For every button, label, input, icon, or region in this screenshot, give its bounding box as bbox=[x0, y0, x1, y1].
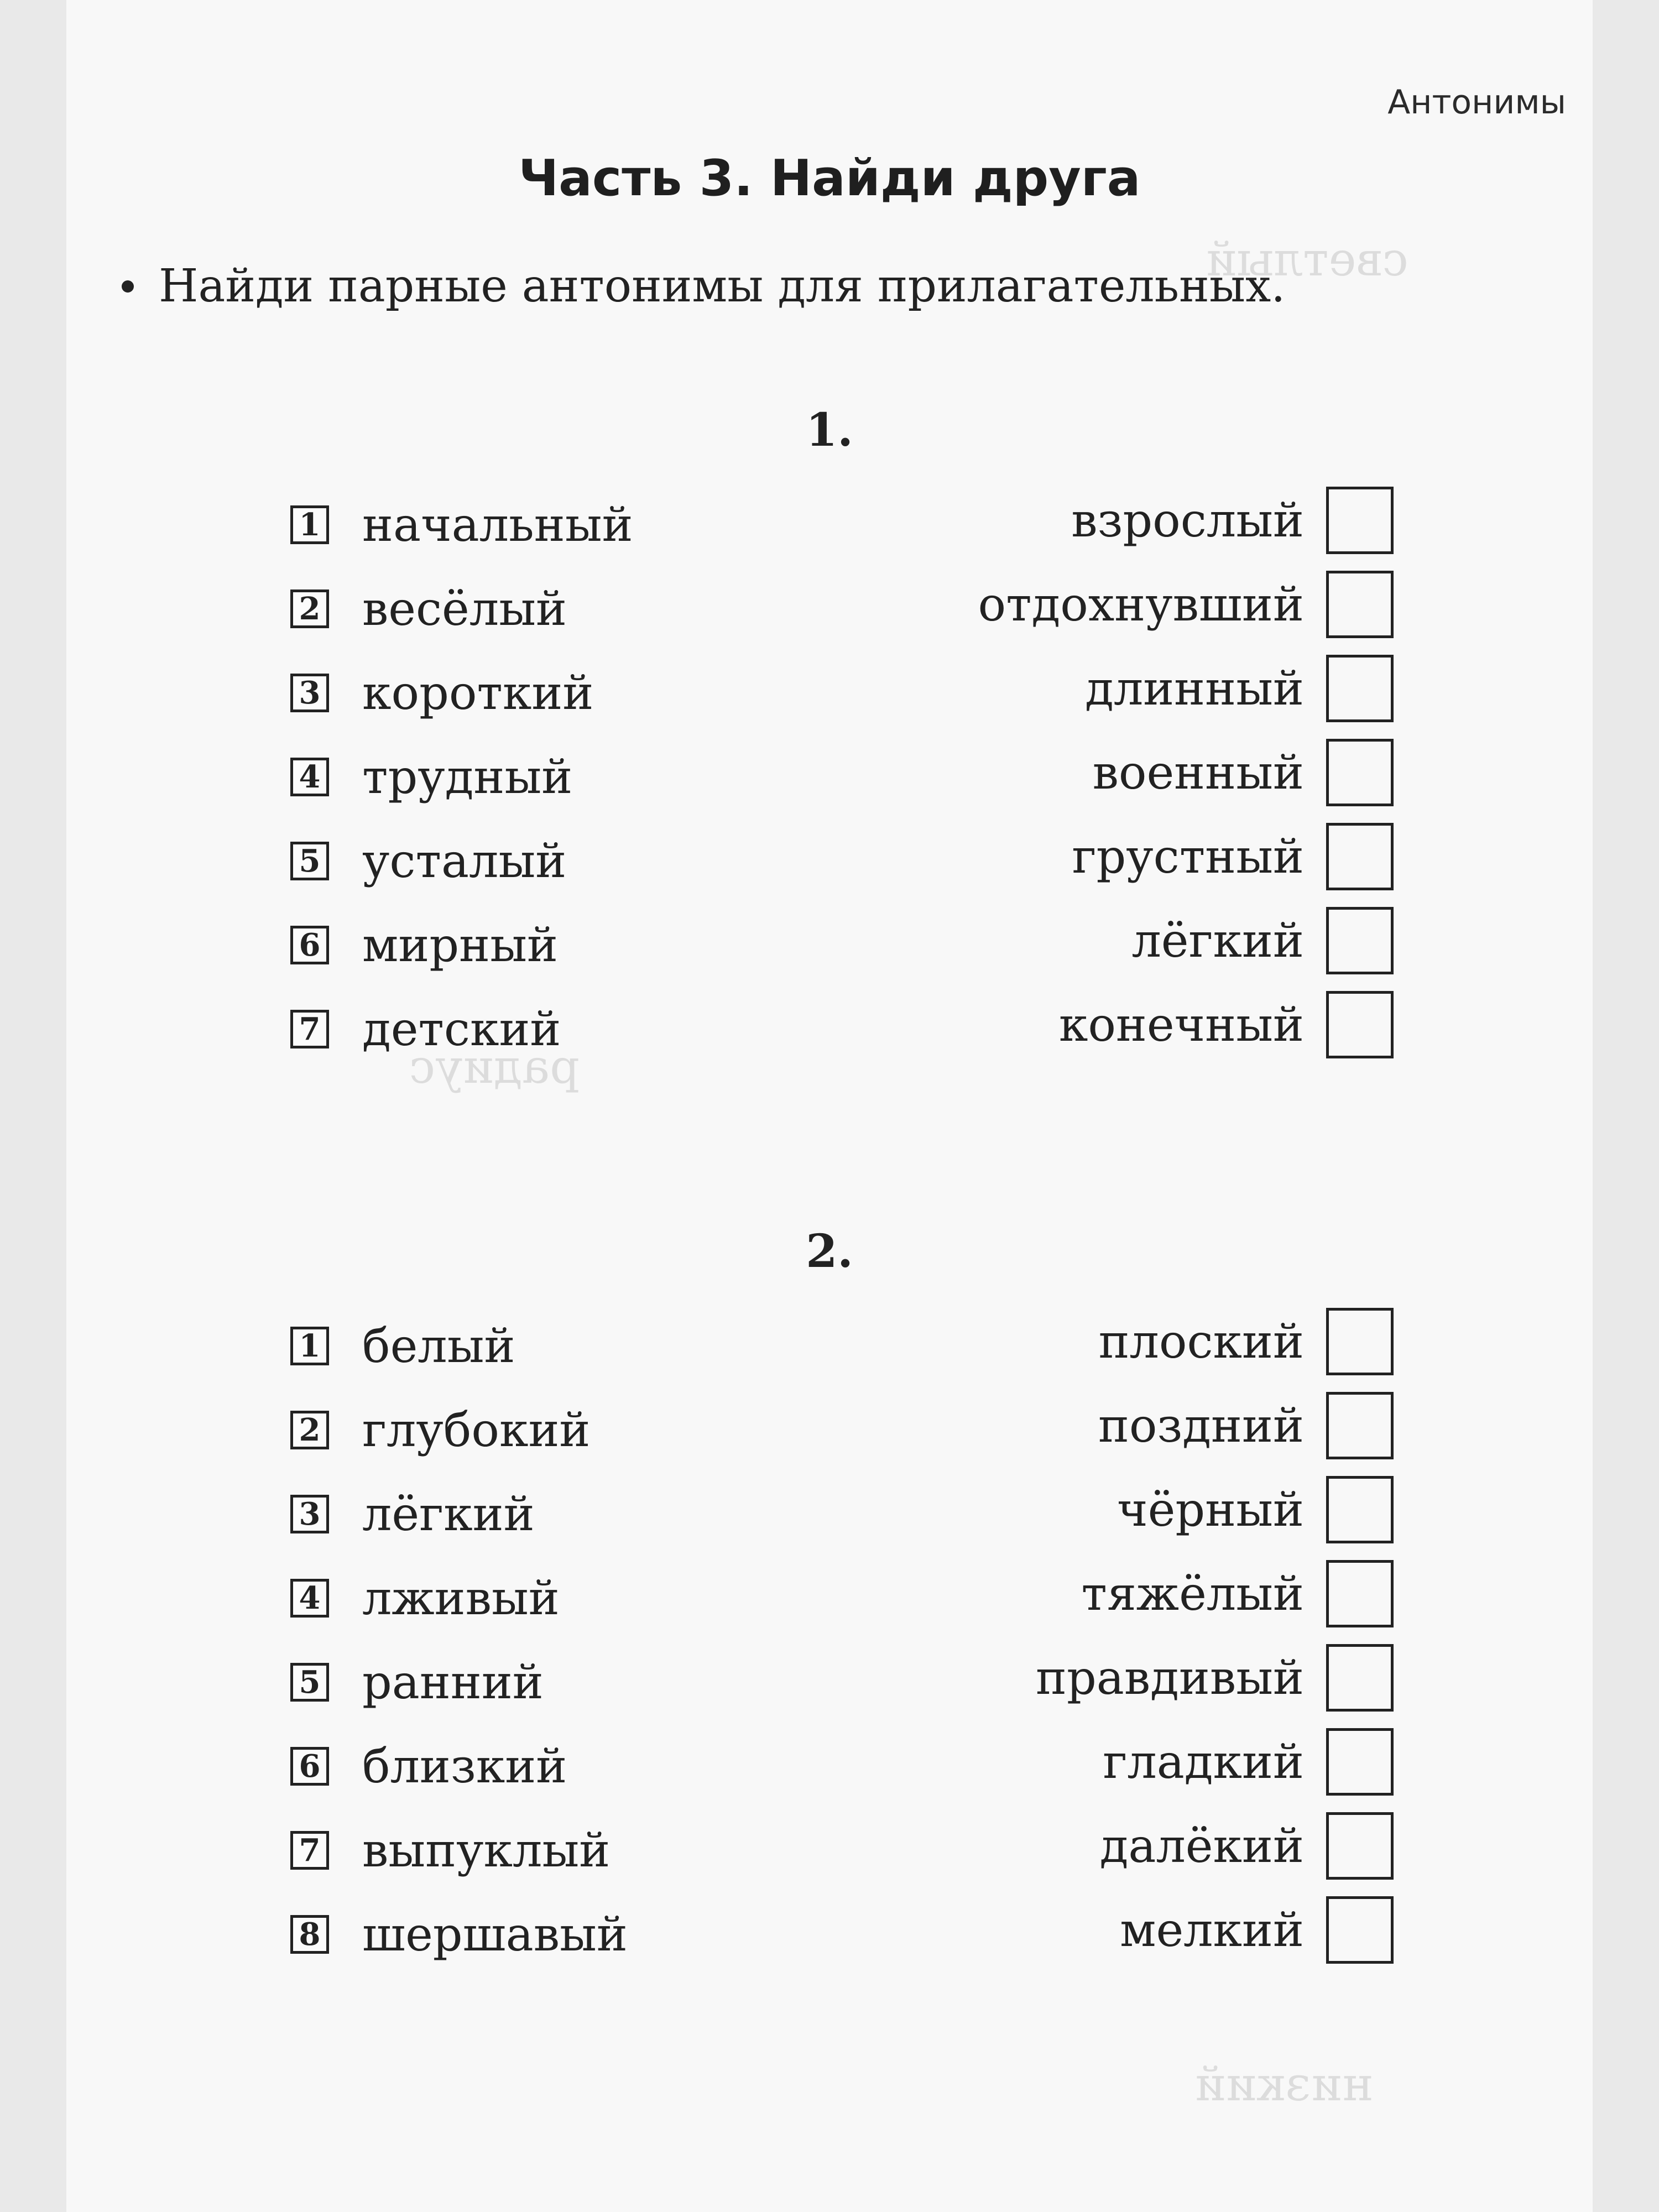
pair-row bbox=[66, 655, 1593, 738]
right-item bbox=[1098, 1392, 1394, 1459]
pair-row bbox=[66, 739, 1593, 822]
right-item bbox=[1059, 991, 1394, 1058]
left-word: усталый bbox=[362, 834, 567, 888]
right-item bbox=[1100, 1812, 1394, 1880]
right-item bbox=[1071, 487, 1394, 554]
answer-box[interactable] bbox=[1326, 1476, 1394, 1543]
left-word: глубокий bbox=[362, 1403, 591, 1457]
bleed-through-text: светлый bbox=[1206, 232, 1408, 286]
item-number-box: 1 bbox=[290, 1327, 329, 1365]
left-item bbox=[290, 1002, 561, 1056]
left-word: выпуклый bbox=[362, 1823, 611, 1877]
pair-row bbox=[66, 1812, 1593, 1895]
right-item bbox=[1036, 1644, 1394, 1712]
answer-box[interactable] bbox=[1326, 991, 1394, 1058]
item-number-box: 4 bbox=[290, 758, 329, 796]
answer-box[interactable] bbox=[1326, 655, 1394, 722]
left-word: белый bbox=[362, 1319, 515, 1373]
left-word: лёгкий bbox=[362, 1487, 535, 1541]
left-item bbox=[290, 1319, 515, 1373]
right-word: чёрный bbox=[1117, 1483, 1304, 1537]
left-item bbox=[290, 1823, 610, 1877]
left-word: ранний bbox=[362, 1655, 544, 1709]
right-word: плоский bbox=[1098, 1314, 1304, 1369]
answer-box[interactable] bbox=[1326, 739, 1394, 806]
item-number-box: 1 bbox=[290, 505, 329, 544]
right-word: грустный bbox=[1072, 830, 1304, 884]
item-number-box: 6 bbox=[290, 926, 329, 964]
answer-box[interactable] bbox=[1326, 907, 1394, 974]
answer-box[interactable] bbox=[1326, 1812, 1394, 1880]
answer-box[interactable] bbox=[1326, 487, 1394, 554]
left-word: шершавый bbox=[362, 1907, 628, 1961]
section-number: 1. bbox=[806, 404, 853, 457]
right-item bbox=[978, 571, 1394, 638]
right-word: лёгкий bbox=[1131, 914, 1304, 968]
item-number-box: 2 bbox=[290, 1411, 329, 1449]
right-item bbox=[1103, 1728, 1394, 1796]
right-item bbox=[1072, 823, 1394, 890]
pair-row bbox=[66, 1308, 1593, 1391]
left-item bbox=[290, 834, 566, 888]
left-word: короткий bbox=[362, 666, 594, 720]
item-number-box: 7 bbox=[290, 1010, 329, 1048]
right-word: далёкий bbox=[1099, 1819, 1304, 1873]
item-number-box: 8 bbox=[290, 1915, 329, 1954]
left-item bbox=[290, 1403, 590, 1457]
right-word: военный bbox=[1092, 745, 1304, 800]
instruction-text: Найди парные антонимы для прилагательных. bbox=[159, 260, 1286, 312]
answer-box[interactable] bbox=[1326, 1392, 1394, 1459]
item-number-box: 5 bbox=[290, 1663, 329, 1702]
bullet-icon bbox=[122, 280, 134, 293]
right-word: длинный bbox=[1085, 661, 1304, 716]
right-word: конечный bbox=[1058, 998, 1304, 1052]
left-item bbox=[290, 1571, 560, 1625]
left-word: лживый bbox=[362, 1571, 560, 1625]
left-item bbox=[290, 750, 572, 804]
left-item bbox=[290, 1655, 544, 1709]
instruction bbox=[122, 260, 1285, 312]
left-item bbox=[290, 666, 593, 720]
left-word: близкий bbox=[362, 1739, 567, 1793]
answer-box[interactable] bbox=[1326, 1560, 1394, 1627]
item-number-box: 4 bbox=[290, 1579, 329, 1618]
answer-box[interactable] bbox=[1326, 1896, 1394, 1964]
right-item bbox=[1131, 907, 1394, 974]
part-title: Часть 3. Найди друга bbox=[518, 149, 1141, 207]
workbook-page bbox=[66, 0, 1593, 2212]
right-item bbox=[1093, 739, 1394, 806]
pair-row bbox=[66, 907, 1593, 990]
right-word: отдохнувший bbox=[978, 577, 1304, 632]
page-topic: Антонимы bbox=[1387, 83, 1566, 122]
pair-row bbox=[66, 1896, 1593, 1979]
pair-row bbox=[66, 571, 1593, 654]
right-item bbox=[1085, 655, 1394, 722]
left-item bbox=[290, 1739, 567, 1793]
right-word: гладкий bbox=[1103, 1735, 1304, 1789]
answer-box[interactable] bbox=[1326, 571, 1394, 638]
item-number-box: 5 bbox=[290, 842, 329, 880]
item-number-box: 2 bbox=[290, 589, 329, 628]
pair-row bbox=[66, 1476, 1593, 1559]
pair-row bbox=[66, 1392, 1593, 1475]
left-word: трудный bbox=[362, 750, 573, 804]
pair-row bbox=[66, 487, 1593, 570]
right-item bbox=[1099, 1308, 1394, 1375]
section-number: 2. bbox=[806, 1225, 853, 1278]
pair-row bbox=[66, 991, 1593, 1074]
pair-row bbox=[66, 1728, 1593, 1811]
left-word: детский bbox=[362, 1002, 561, 1056]
right-item bbox=[1117, 1476, 1394, 1543]
bleed-through-text: низкий bbox=[1194, 2057, 1373, 2111]
right-word: поздний bbox=[1098, 1399, 1304, 1453]
left-item bbox=[290, 1907, 628, 1961]
left-item bbox=[290, 582, 567, 636]
bleed-through-text: радиус bbox=[409, 1040, 580, 1094]
item-number-box: 6 bbox=[290, 1747, 329, 1786]
answer-box[interactable] bbox=[1326, 823, 1394, 890]
left-word: начальный bbox=[362, 498, 633, 552]
item-number-box: 7 bbox=[290, 1831, 329, 1870]
item-number-box: 3 bbox=[290, 1495, 329, 1533]
pair-row bbox=[66, 823, 1593, 906]
left-item bbox=[290, 498, 633, 552]
item-number-box: 3 bbox=[290, 674, 329, 712]
answer-box[interactable] bbox=[1326, 1728, 1394, 1796]
right-word: тяжёлый bbox=[1081, 1567, 1304, 1621]
answer-box[interactable] bbox=[1326, 1308, 1394, 1375]
right-word: правдивый bbox=[1036, 1651, 1304, 1705]
pair-row bbox=[66, 1644, 1593, 1727]
right-item bbox=[1120, 1896, 1394, 1964]
right-item bbox=[1081, 1560, 1394, 1627]
answer-box[interactable] bbox=[1326, 1644, 1394, 1712]
right-word: мелкий bbox=[1120, 1903, 1304, 1957]
pair-row bbox=[66, 1560, 1593, 1643]
left-item bbox=[290, 1487, 535, 1541]
left-word: весёлый bbox=[362, 582, 567, 636]
right-word: взрослый bbox=[1071, 493, 1304, 547]
left-word: мирный bbox=[362, 918, 558, 972]
left-item bbox=[290, 918, 558, 972]
